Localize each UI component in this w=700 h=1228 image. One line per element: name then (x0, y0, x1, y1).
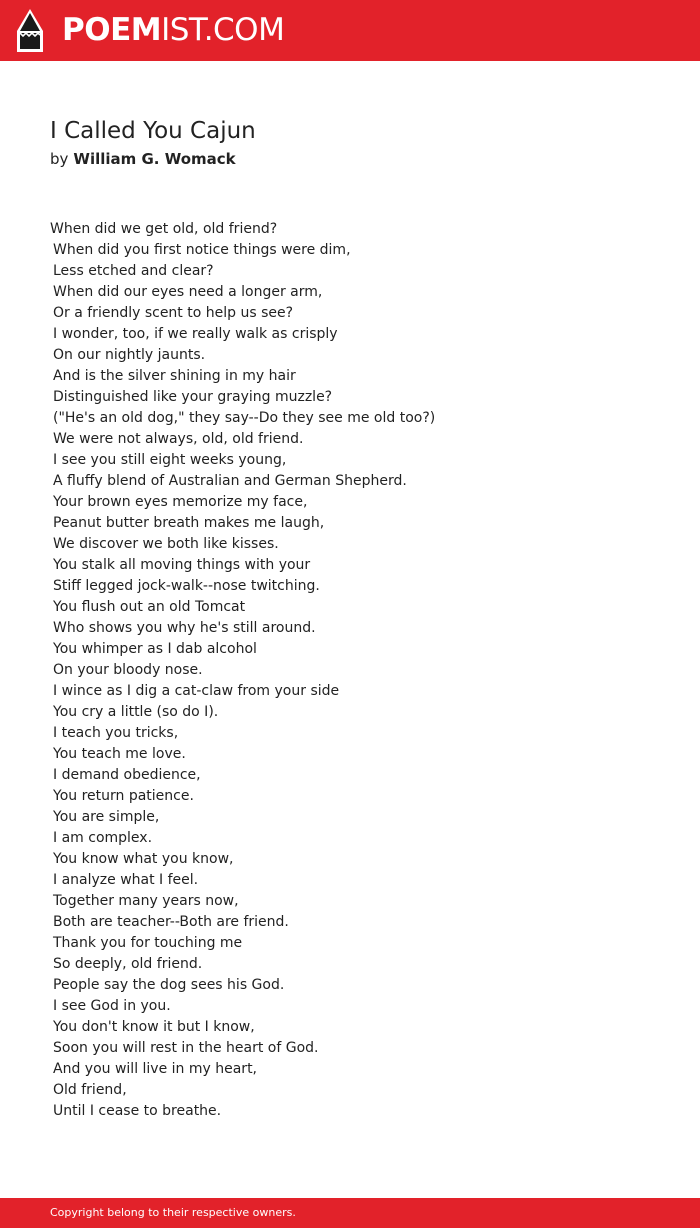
poem-line: Soon you will rest in the heart of God. (53, 1040, 319, 1056)
poem-line: I wonder, too, if we really walk as crisply (53, 326, 338, 342)
copyright-text: Copyright belong to their respective owners. (50, 1206, 296, 1219)
poem-line: Both are teacher--Both are friend. (53, 914, 289, 930)
poem-line: And you will live in my heart, (53, 1061, 258, 1077)
poem-line: And is the silver shining in my hair (53, 368, 296, 384)
poem-line: Less etched and clear? (53, 263, 214, 279)
poem-line: You stalk all moving things with your (53, 557, 311, 573)
poem-line: Thank you for touching me (53, 935, 243, 951)
logo-light-text: IST.COM (161, 12, 285, 48)
poem-line: Peanut butter breath makes me laugh, (53, 515, 325, 531)
poem-line: When did you first notice things were dim, (53, 242, 351, 258)
poem-line: You know what you know, (53, 851, 234, 867)
poem-body (50, 219, 670, 1122)
poem-line: Until I cease to breathe. (53, 1103, 222, 1119)
poem-line: We were not always, old, old friend. (53, 431, 304, 447)
poem-line: I see you still eight weeks young, (53, 452, 287, 468)
site-footer (0, 1198, 700, 1228)
poem-line: So deeply, old friend. (53, 956, 203, 972)
poem-line: I wince as I dig a cat-claw from your side (53, 683, 340, 699)
site-header (0, 0, 700, 61)
poem-line: We discover we both like kisses. (53, 536, 279, 552)
poem-line: I am complex. (53, 830, 153, 846)
poem-line: You are simple, (53, 809, 160, 825)
poem-line: I teach you tricks, (53, 725, 179, 741)
poem-line: Stiff legged jock-walk--nose twitching. (53, 578, 320, 594)
poem-line: People say the dog sees his God. (53, 977, 285, 993)
poem-line: I demand obedience, (53, 767, 201, 783)
poem-line: Old friend, (53, 1082, 127, 1098)
byline (50, 149, 236, 169)
poem-line: On our nightly jaunts. (53, 347, 206, 363)
poem-line: I analyze what I feel. (53, 872, 199, 888)
poem-line: You teach me love. (53, 746, 186, 762)
poem-line: Who shows you why he's still around. (53, 620, 316, 636)
poem-line: When did our eyes need a longer arm, (53, 284, 323, 300)
poem-line: I see God in you. (53, 998, 171, 1014)
poem-line: You return patience. (53, 788, 194, 804)
poem-line: A fluffy blend of Australian and German Shepherd. (53, 473, 407, 489)
poem-line: Your brown eyes memorize my face, (53, 494, 308, 510)
poem-line: You flush out an old Tomcat (53, 599, 246, 615)
poem-line: You cry a little (so do I). (53, 704, 219, 720)
poem-line: Or a friendly scent to help us see? (53, 305, 294, 321)
poem-line: When did we get old, old friend? (50, 221, 278, 237)
logo-bold-text: POEM (62, 12, 162, 48)
by-label: by (50, 150, 69, 168)
site-logo[interactable] (62, 12, 284, 48)
author-name: William G. Womack (73, 150, 236, 168)
poem-line: Distinguished like your graying muzzle? (53, 389, 333, 405)
poem-line: You don't know it but I know, (53, 1019, 255, 1035)
poem-title: I Called You Cajun (50, 118, 256, 144)
poem-line: You whimper as I dab alcohol (53, 641, 257, 657)
poem-line: Together many years now, (53, 893, 239, 909)
poem-line: On your bloody nose. (53, 662, 203, 678)
pencil-icon[interactable] (17, 9, 43, 52)
poem-line: ("He's an old dog," they say--Do they see me old too?) (53, 410, 436, 426)
